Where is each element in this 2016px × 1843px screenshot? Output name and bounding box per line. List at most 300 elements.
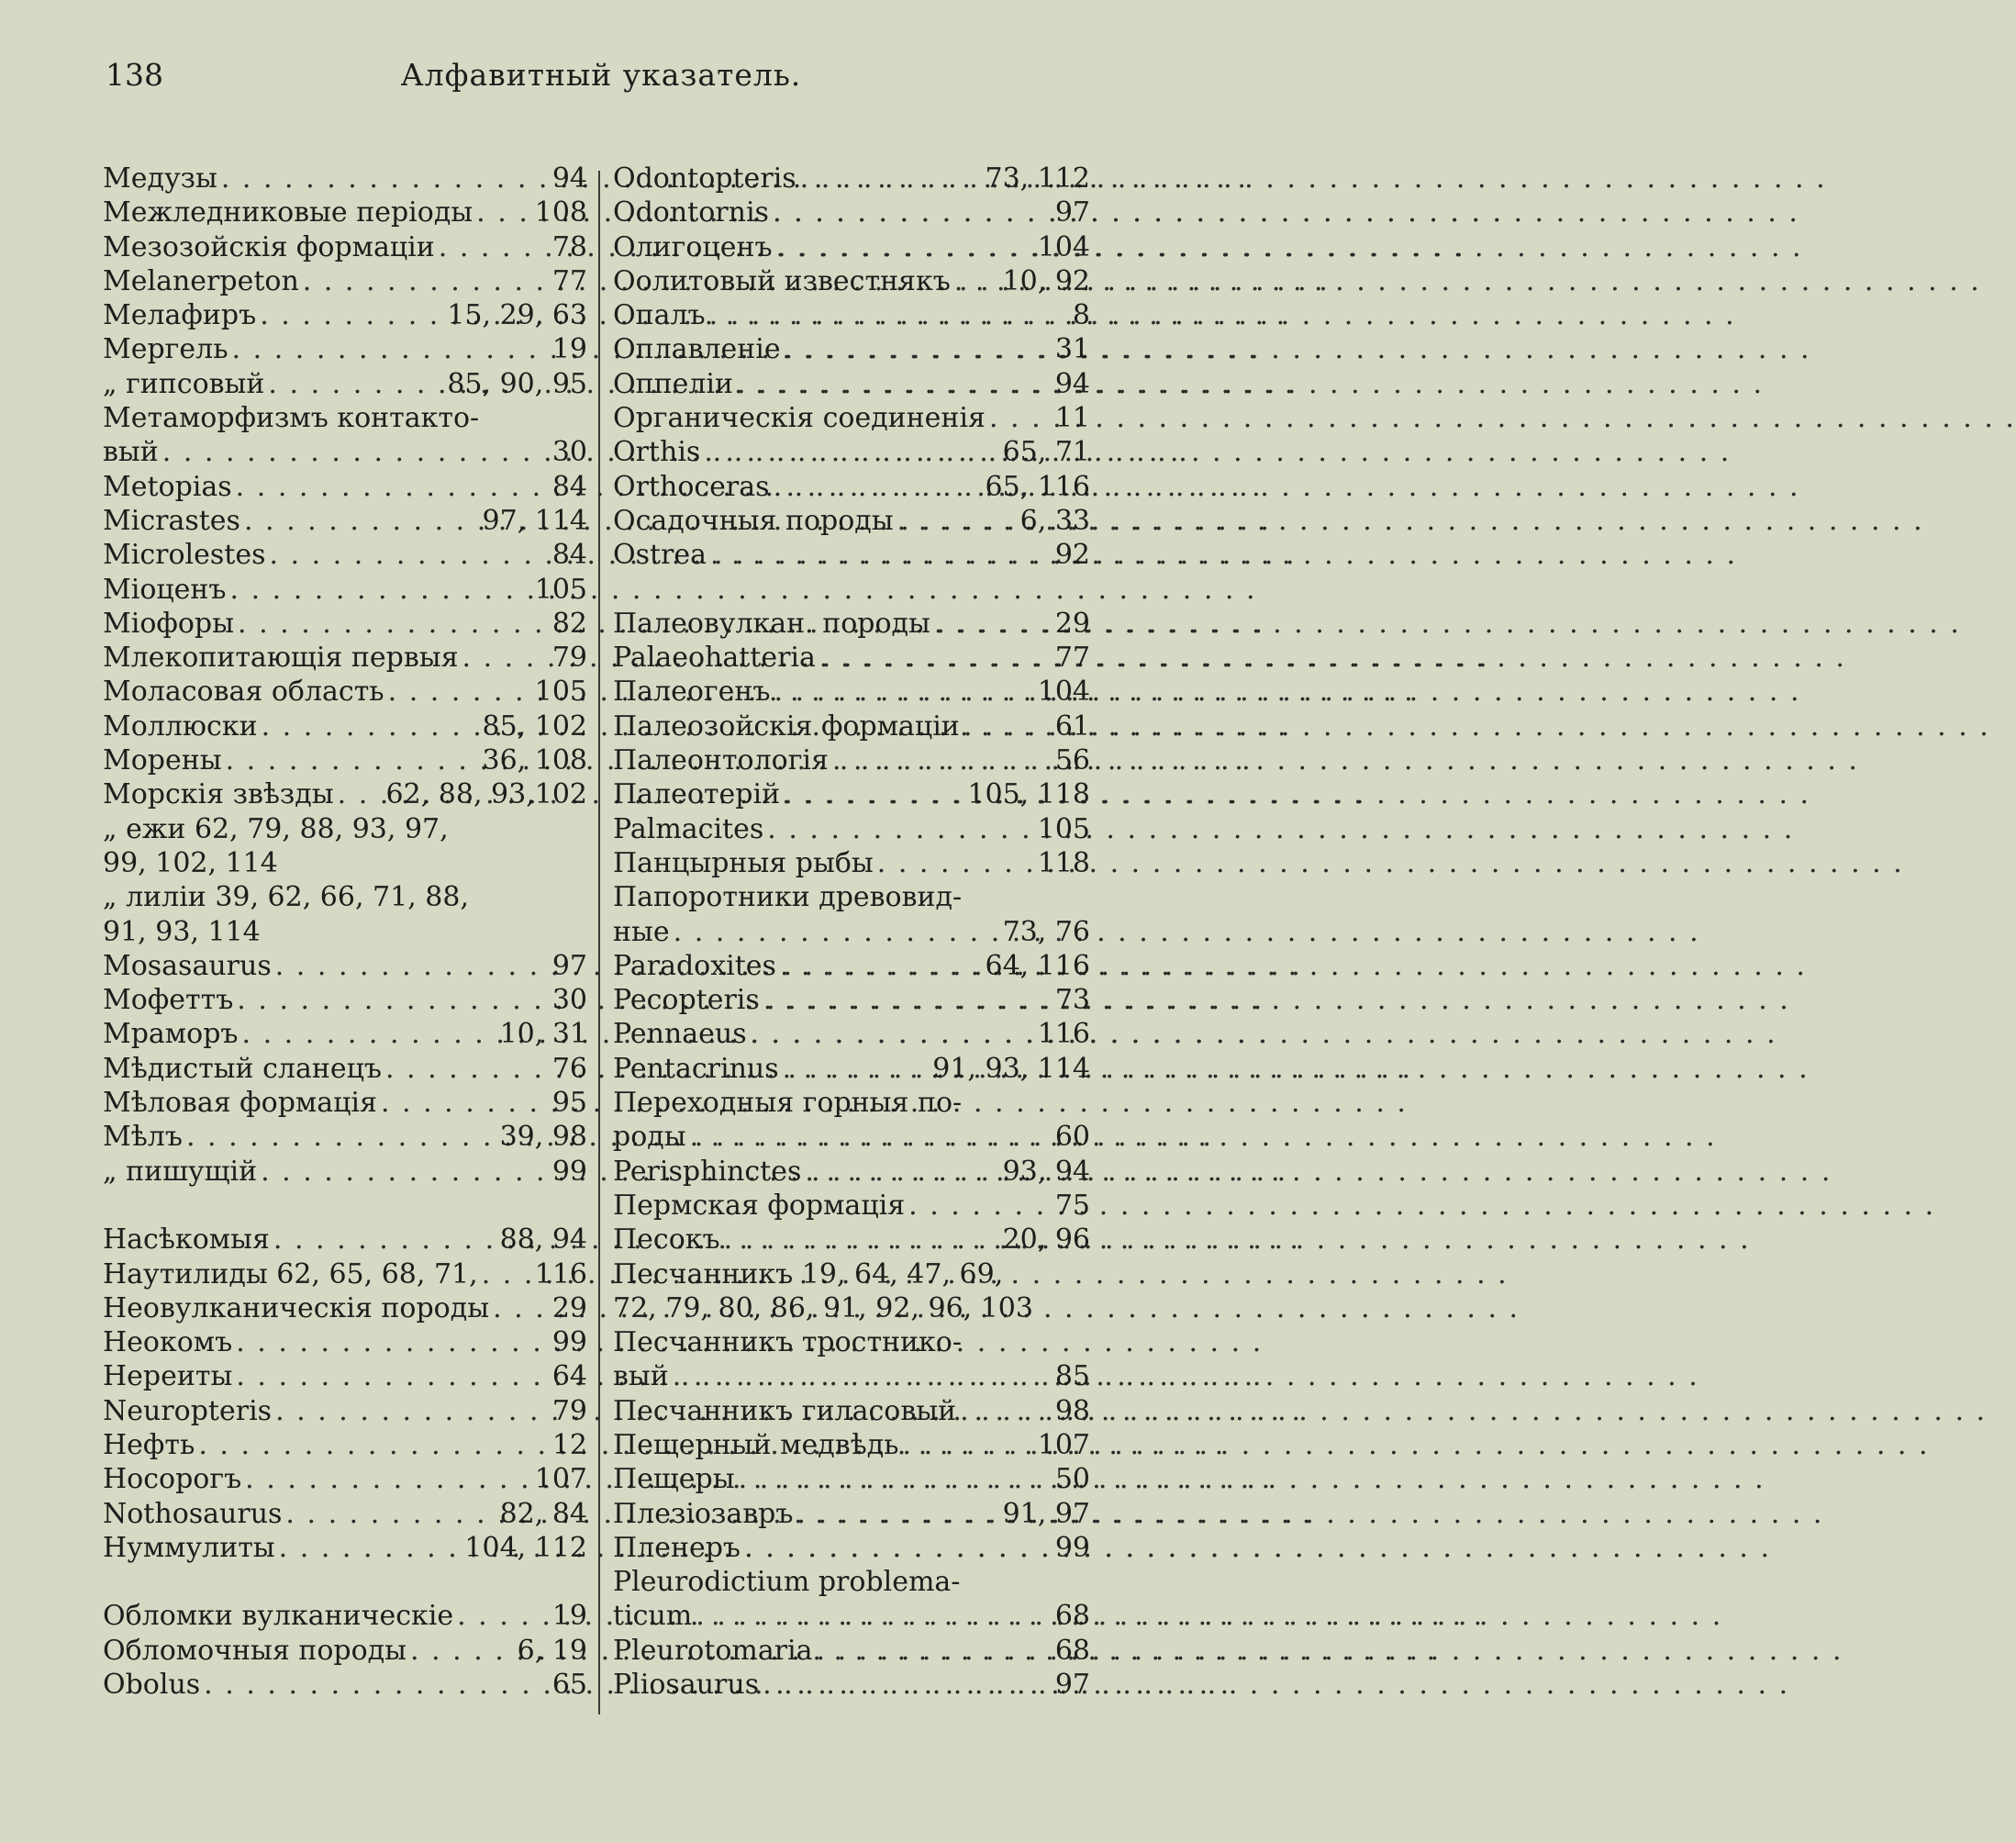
entry-term: Палеонтологія bbox=[613, 744, 829, 777]
entry-term: Мѣловая формація bbox=[103, 1087, 377, 1120]
index-entry bbox=[103, 1462, 587, 1496]
index-entry bbox=[613, 1223, 1090, 1257]
entry-term: Органическія соединенія bbox=[613, 402, 986, 435]
entry-pages: 15, 29, 63 bbox=[447, 299, 587, 332]
dot-leader bbox=[692, 1599, 1055, 1633]
dot-leader bbox=[377, 1086, 552, 1120]
index-entry bbox=[103, 1052, 587, 1086]
dot-leader bbox=[670, 915, 1003, 949]
index-entry bbox=[613, 298, 1090, 332]
dot-leader bbox=[763, 812, 1037, 846]
entry-term: Медузы bbox=[103, 162, 217, 195]
dot-leader bbox=[217, 162, 552, 195]
dot-leader bbox=[183, 1120, 500, 1154]
dot-leader bbox=[781, 332, 1055, 366]
entry-term: Orthis bbox=[613, 436, 701, 469]
index-entry bbox=[103, 264, 587, 298]
dot-leader bbox=[899, 1428, 1038, 1462]
index-entry bbox=[103, 1291, 587, 1325]
dot-leader bbox=[407, 1634, 518, 1668]
entry-term: Obolus bbox=[103, 1669, 201, 1702]
index-entry bbox=[613, 743, 1090, 777]
index-column-right bbox=[613, 162, 1090, 1702]
index-entry bbox=[103, 1257, 587, 1291]
entry-pages: 6, 19 bbox=[517, 1634, 587, 1667]
entry-term: Палеовулкан. породы bbox=[613, 607, 930, 640]
entry-term: Pentacrinus bbox=[613, 1052, 779, 1085]
dot-leader bbox=[382, 1052, 552, 1086]
dot-leader bbox=[275, 1531, 465, 1565]
dot-leader bbox=[760, 983, 1055, 1017]
index-entry bbox=[613, 880, 1090, 914]
entry-term: ticum bbox=[613, 1600, 693, 1633]
entry-term: Пещерный медвѣдь bbox=[613, 1428, 899, 1461]
dot-leader bbox=[159, 435, 552, 469]
dot-leader bbox=[265, 538, 551, 572]
entry-pages: 50 bbox=[1054, 1463, 1090, 1496]
entry-pages: 95 bbox=[551, 1087, 587, 1120]
entry-pages: 61 bbox=[1054, 709, 1090, 743]
index-entry bbox=[613, 470, 1090, 504]
index-entry bbox=[613, 1634, 1090, 1668]
entry-pages: 30 bbox=[551, 984, 587, 1017]
index-entry bbox=[103, 1428, 587, 1462]
dot-leader bbox=[700, 435, 1002, 469]
entry-term: 91, 93, 114 bbox=[103, 915, 261, 948]
entry-term: Нефть bbox=[103, 1428, 195, 1461]
dot-leader bbox=[773, 230, 1038, 264]
entry-pages: 10, 31 bbox=[499, 1018, 587, 1051]
entry-pages: 64 bbox=[551, 1360, 587, 1393]
index-entry bbox=[613, 367, 1090, 401]
dot-leader bbox=[706, 298, 1073, 332]
index-entry bbox=[103, 983, 587, 1017]
index-entry bbox=[613, 1394, 1090, 1428]
entry-term: Mosasaurus bbox=[103, 949, 272, 982]
entry-term: Песчанникъ гиласовый bbox=[613, 1394, 957, 1427]
entry-term: „ лиліи 39, 62, 66, 71, 88, bbox=[103, 881, 470, 914]
entry-pages: 93, 94 bbox=[1002, 1155, 1090, 1188]
entry-pages: 99 bbox=[1054, 1531, 1090, 1564]
dot-leader bbox=[232, 1359, 551, 1393]
index-entry bbox=[613, 230, 1090, 264]
dot-leader bbox=[735, 1462, 1055, 1496]
dot-leader bbox=[874, 846, 1038, 880]
dot-leader bbox=[686, 1120, 1055, 1154]
index-entry bbox=[103, 949, 587, 983]
entry-term: Пещеры bbox=[613, 1463, 735, 1496]
entry-pages: 99 bbox=[551, 1155, 587, 1188]
dot-leader bbox=[270, 1223, 500, 1257]
index-entry bbox=[103, 675, 587, 709]
dot-leader bbox=[951, 264, 1003, 298]
entry-pages: 92 bbox=[1054, 539, 1090, 572]
index-entry bbox=[103, 401, 587, 435]
index-entry bbox=[613, 1155, 1090, 1189]
dot-leader bbox=[453, 1599, 552, 1633]
entry-pages: 99 bbox=[551, 1326, 587, 1359]
entry-pages: 30 bbox=[551, 436, 587, 469]
dot-leader bbox=[770, 470, 986, 504]
entry-term: Мофеттъ bbox=[103, 984, 234, 1017]
index-entry bbox=[613, 1428, 1090, 1462]
entry-pages: 68 bbox=[1054, 1634, 1090, 1667]
dot-leader bbox=[960, 709, 1055, 743]
index-entry bbox=[103, 470, 587, 504]
entry-pages: 76 bbox=[551, 1052, 587, 1085]
entry-pages: 82 bbox=[551, 607, 587, 640]
entry-term: Песчанникъ 19, 64, 47, 69, bbox=[613, 1257, 1004, 1290]
index-entry bbox=[103, 1017, 587, 1051]
entry-pages: 108 bbox=[534, 196, 587, 229]
entry-pages: 79 bbox=[551, 1394, 587, 1427]
dot-leader bbox=[195, 1428, 551, 1462]
index-entry bbox=[103, 1668, 587, 1702]
entry-pages: 11 bbox=[1054, 402, 1090, 435]
index-entry bbox=[613, 195, 1090, 229]
entry-term: Orthoceras bbox=[613, 470, 770, 503]
entry-pages: 107 bbox=[1037, 1428, 1090, 1461]
dot-leader bbox=[239, 1017, 500, 1051]
entry-pages: 64, 116 bbox=[985, 949, 1090, 982]
entry-term: 72, 79, 80, 86, 91, 92, 96, 103 bbox=[613, 1291, 1033, 1324]
entry-term: Міоценъ bbox=[103, 573, 227, 606]
entry-term: Морскія звѣзды bbox=[103, 778, 334, 811]
entry-pages: 88, 94 bbox=[499, 1223, 587, 1257]
dot-leader bbox=[986, 401, 1055, 435]
entry-term: Micrastes bbox=[103, 504, 240, 537]
entry-pages: 60 bbox=[1054, 1121, 1090, 1154]
index-entry bbox=[613, 1531, 1090, 1565]
entry-pages: 29 bbox=[1054, 607, 1090, 640]
index-entry bbox=[103, 1497, 587, 1531]
entry-term: Метаморфизмъ контакто- bbox=[103, 402, 480, 435]
running-title: Алфавитный указатель. bbox=[400, 57, 802, 93]
entry-term: Оплавленіе bbox=[613, 333, 781, 366]
entry-pages: 65, 116 bbox=[985, 470, 1090, 503]
dot-leader bbox=[228, 332, 552, 366]
entry-term: Межледниковые періоды bbox=[103, 196, 473, 229]
index-entry bbox=[103, 367, 587, 401]
entry-term: Оппеліи bbox=[613, 367, 733, 400]
index-entry bbox=[103, 846, 587, 880]
dot-leader bbox=[770, 675, 1037, 709]
entry-term: Оолитовый известнякъ bbox=[613, 264, 951, 297]
dot-leader bbox=[930, 607, 1055, 641]
dot-leader bbox=[234, 607, 552, 641]
entry-pages: 94 bbox=[551, 162, 587, 195]
entry-term: Microlestes bbox=[103, 539, 266, 572]
index-entry bbox=[613, 332, 1090, 366]
dot-leader bbox=[272, 1394, 552, 1428]
dot-leader bbox=[956, 1394, 1055, 1428]
dot-leader bbox=[459, 641, 552, 675]
dot-leader bbox=[282, 1497, 499, 1531]
dot-leader bbox=[473, 195, 535, 229]
entry-pages: 85, 90, 95 bbox=[447, 367, 587, 400]
dot-leader bbox=[256, 298, 447, 332]
entry-term: Панцырныя рыбы bbox=[613, 846, 874, 879]
index-entry bbox=[103, 1120, 587, 1154]
entry-pages: 39, 98 bbox=[499, 1121, 587, 1154]
entry-pages: 62, 88, 93,102 bbox=[385, 778, 587, 811]
entry-pages: 73 bbox=[1054, 984, 1090, 1017]
entry-pages: 94 bbox=[1054, 367, 1090, 400]
entry-pages: 97 bbox=[1054, 1669, 1090, 1702]
index-entry bbox=[103, 573, 587, 607]
index-entry bbox=[103, 162, 587, 195]
dot-leader bbox=[435, 230, 552, 264]
entry-pages: 31 bbox=[1054, 333, 1090, 366]
index-entry bbox=[103, 641, 587, 675]
entry-pages: 56 bbox=[1054, 744, 1090, 777]
index-entry bbox=[613, 162, 1090, 195]
index-entry bbox=[103, 435, 587, 469]
entry-pages: 19 bbox=[551, 1600, 587, 1633]
index-entry bbox=[103, 538, 587, 572]
dot-leader bbox=[780, 777, 967, 811]
entry-term: Палеогенъ bbox=[613, 676, 771, 709]
entry-term: „ гипсовый bbox=[103, 367, 265, 400]
entry-pages: 6, 33 bbox=[1019, 504, 1090, 537]
entry-term: Опалъ bbox=[613, 299, 706, 332]
entry-pages: 36, 108 bbox=[482, 744, 587, 777]
entry-term: Неовулканическія породы bbox=[103, 1291, 490, 1324]
index-entry bbox=[103, 709, 587, 743]
index-entry bbox=[613, 1189, 1090, 1223]
index-entry bbox=[103, 777, 587, 811]
entry-term: вый bbox=[613, 1360, 669, 1393]
page-header bbox=[106, 57, 1097, 103]
index-entry bbox=[103, 332, 587, 366]
index-entry bbox=[613, 777, 1090, 811]
dot-leader bbox=[741, 1531, 1055, 1565]
entry-pages: 91, 93, 114 bbox=[932, 1052, 1090, 1085]
entry-pages: 73, 112 bbox=[985, 162, 1090, 195]
entry-term: Обломки вулканическіе bbox=[103, 1600, 454, 1633]
entry-term: Мраморъ bbox=[103, 1018, 239, 1051]
entry-term: Metopias bbox=[103, 470, 232, 503]
index-entry bbox=[613, 1359, 1090, 1393]
entry-term: Нуммулиты bbox=[103, 1531, 275, 1564]
entry-term: Pleurotomaria bbox=[613, 1634, 813, 1667]
dot-leader bbox=[894, 504, 1020, 538]
index-entry bbox=[103, 743, 587, 777]
dot-leader bbox=[747, 1017, 1038, 1051]
dot-leader bbox=[829, 743, 1055, 777]
dot-leader bbox=[759, 1668, 1055, 1702]
index-entry bbox=[103, 504, 587, 538]
index-entry bbox=[103, 812, 587, 846]
entry-pages: 82, 84 bbox=[499, 1497, 587, 1530]
index-entry bbox=[103, 1325, 587, 1359]
dot-leader bbox=[793, 1497, 1002, 1531]
dot-leader bbox=[233, 983, 552, 1017]
entry-term: Пленеръ bbox=[613, 1531, 741, 1564]
entry-term: Осадочныя породы bbox=[613, 504, 894, 537]
dot-leader bbox=[222, 743, 483, 777]
dot-leader bbox=[384, 675, 535, 709]
entry-pages: 107 bbox=[534, 1463, 587, 1496]
entry-term: Pecopteris bbox=[613, 984, 760, 1017]
section-gap bbox=[103, 1189, 587, 1223]
dot-leader bbox=[796, 162, 986, 195]
dot-leader bbox=[813, 1634, 1055, 1668]
entry-pages: 75 bbox=[1054, 1189, 1090, 1222]
entry-term: Paradoxites bbox=[613, 949, 776, 982]
index-entry bbox=[613, 1462, 1090, 1496]
index-entry bbox=[613, 1086, 1090, 1120]
index-column-left bbox=[103, 162, 587, 1702]
index-entry bbox=[613, 1565, 1090, 1599]
entry-pages: 65 bbox=[551, 1669, 587, 1702]
entry-term: 99, 102, 114 bbox=[103, 846, 278, 879]
entry-pages: 97 bbox=[551, 949, 587, 982]
index-entry bbox=[103, 880, 587, 914]
entry-pages: 104 bbox=[1037, 676, 1090, 709]
entry-term: Олигоценъ bbox=[613, 230, 773, 263]
index-entry bbox=[613, 504, 1090, 538]
index-entry bbox=[613, 1497, 1090, 1531]
entry-pages: 19 bbox=[551, 333, 587, 366]
dot-leader bbox=[779, 1052, 933, 1086]
entry-term: Моласовая область bbox=[103, 676, 384, 709]
index-entry bbox=[103, 915, 587, 949]
entry-term: Palmacites bbox=[613, 812, 764, 845]
entry-term: Песокъ bbox=[613, 1223, 720, 1257]
dot-leader bbox=[905, 1189, 1055, 1223]
entry-pages: 77 bbox=[1054, 642, 1090, 675]
dot-leader bbox=[200, 1668, 552, 1702]
index-entry bbox=[613, 538, 1090, 572]
entry-term: Nothosaurus bbox=[103, 1497, 283, 1530]
entry-pages: 97 bbox=[1054, 196, 1090, 229]
index-entry bbox=[613, 607, 1090, 641]
index-entry bbox=[613, 264, 1090, 298]
entry-pages: 12 bbox=[551, 1428, 587, 1461]
entry-term: Ostrea bbox=[613, 539, 707, 572]
index-entry bbox=[613, 401, 1090, 435]
dot-leader bbox=[227, 573, 535, 607]
entry-term: Палеотерій bbox=[613, 778, 781, 811]
entry-term: Odontornis bbox=[613, 196, 769, 229]
dot-leader bbox=[769, 195, 1055, 229]
index-entry bbox=[613, 983, 1090, 1017]
index-entry bbox=[613, 915, 1090, 949]
entry-term: Неокомъ bbox=[103, 1326, 233, 1359]
entry-term: Мѣлъ bbox=[103, 1121, 183, 1154]
dot-leader bbox=[240, 504, 483, 538]
entry-pages: 116 bbox=[1037, 1018, 1090, 1051]
entry-term: Мелафиръ bbox=[103, 299, 257, 332]
dot-leader bbox=[241, 1462, 535, 1496]
entry-pages: 116 bbox=[534, 1257, 587, 1290]
dot-leader bbox=[232, 470, 552, 504]
index-entry bbox=[103, 1359, 587, 1393]
entry-term: Pennaeus bbox=[613, 1018, 747, 1051]
index-entry bbox=[103, 1531, 587, 1565]
entry-pages: 84 bbox=[551, 539, 587, 572]
entry-pages: 105 bbox=[1037, 812, 1090, 845]
entry-term: Песчанникъ тростнико- bbox=[613, 1326, 962, 1359]
entry-pages: 84 bbox=[551, 470, 587, 503]
index-entry bbox=[103, 230, 587, 264]
dot-leader bbox=[816, 641, 1055, 675]
index-entry bbox=[103, 1394, 587, 1428]
entry-term: Мѣдистый сланецъ bbox=[103, 1052, 382, 1085]
entry-term: Носорогъ bbox=[103, 1463, 242, 1496]
entry-term: вый bbox=[103, 436, 159, 469]
index-entry bbox=[103, 298, 587, 332]
index-entry bbox=[103, 1634, 587, 1668]
entry-term: Pleurodictium problema- bbox=[613, 1566, 961, 1599]
entry-term: Насѣкомыя bbox=[103, 1223, 270, 1257]
entry-term: Наутилиды 62, 65, 68, 71, bbox=[103, 1257, 478, 1290]
dot-leader bbox=[669, 1359, 1055, 1393]
entry-term: Морены bbox=[103, 744, 222, 777]
entry-term: Пермская формація bbox=[613, 1189, 906, 1222]
index-entry bbox=[103, 1155, 587, 1189]
index-entry bbox=[613, 1291, 1090, 1325]
entry-term: Палеозойскія формаціи bbox=[613, 709, 960, 743]
dot-leader bbox=[258, 709, 483, 743]
entry-pages: 118 bbox=[1037, 846, 1090, 879]
entry-pages: 105 bbox=[534, 676, 587, 709]
entry-term: Нереиты bbox=[103, 1360, 233, 1393]
entry-term: Pliosaurus bbox=[613, 1669, 760, 1702]
dot-leader bbox=[776, 949, 986, 983]
entry-term: Обломочныя породы bbox=[103, 1634, 407, 1667]
section-gap bbox=[103, 1565, 587, 1599]
index-entry bbox=[613, 1120, 1090, 1154]
dot-leader bbox=[707, 538, 1055, 572]
index-entry bbox=[613, 1599, 1090, 1633]
dot-leader bbox=[489, 1291, 552, 1325]
index-entry bbox=[613, 1052, 1090, 1086]
dot-leader bbox=[720, 1223, 1003, 1257]
entry-pages: 65, 71 bbox=[1002, 436, 1090, 469]
entry-pages: 105 bbox=[534, 573, 587, 606]
entry-term: Млекопитающія первыя bbox=[103, 642, 459, 675]
entry-term: Мергель bbox=[103, 333, 228, 366]
entry-pages: 73, 76 bbox=[1002, 915, 1090, 948]
entry-pages: 8 bbox=[1072, 299, 1090, 332]
entry-term: Папоротники древовид- bbox=[613, 881, 963, 914]
entry-term: Neuropteris bbox=[103, 1394, 273, 1427]
entry-pages: 20, 96 bbox=[1002, 1223, 1090, 1257]
entry-term: Міофоры bbox=[103, 607, 234, 640]
dot-leader bbox=[257, 1155, 552, 1189]
dot-leader bbox=[264, 367, 447, 401]
entry-pages: 10, 92 bbox=[1002, 264, 1090, 297]
index-entry bbox=[613, 641, 1090, 675]
entry-term: Perisphinctes bbox=[613, 1155, 802, 1188]
entry-term: ные bbox=[613, 915, 670, 948]
entry-pages: 105, 118 bbox=[967, 778, 1090, 811]
section-gap bbox=[613, 573, 1090, 607]
index-entry bbox=[613, 1668, 1090, 1702]
index-entry bbox=[613, 846, 1090, 880]
index-entry bbox=[613, 949, 1090, 983]
entry-term: Odontopteris bbox=[613, 162, 796, 195]
index-entry bbox=[613, 1325, 1090, 1359]
dot-leader bbox=[478, 1257, 535, 1291]
entry-pages: 29 bbox=[551, 1291, 587, 1324]
entry-pages: 77 bbox=[551, 264, 587, 297]
entry-pages: 78 bbox=[551, 230, 587, 263]
entry-term: роды bbox=[613, 1121, 686, 1154]
entry-term: „ пишущій bbox=[103, 1155, 258, 1188]
